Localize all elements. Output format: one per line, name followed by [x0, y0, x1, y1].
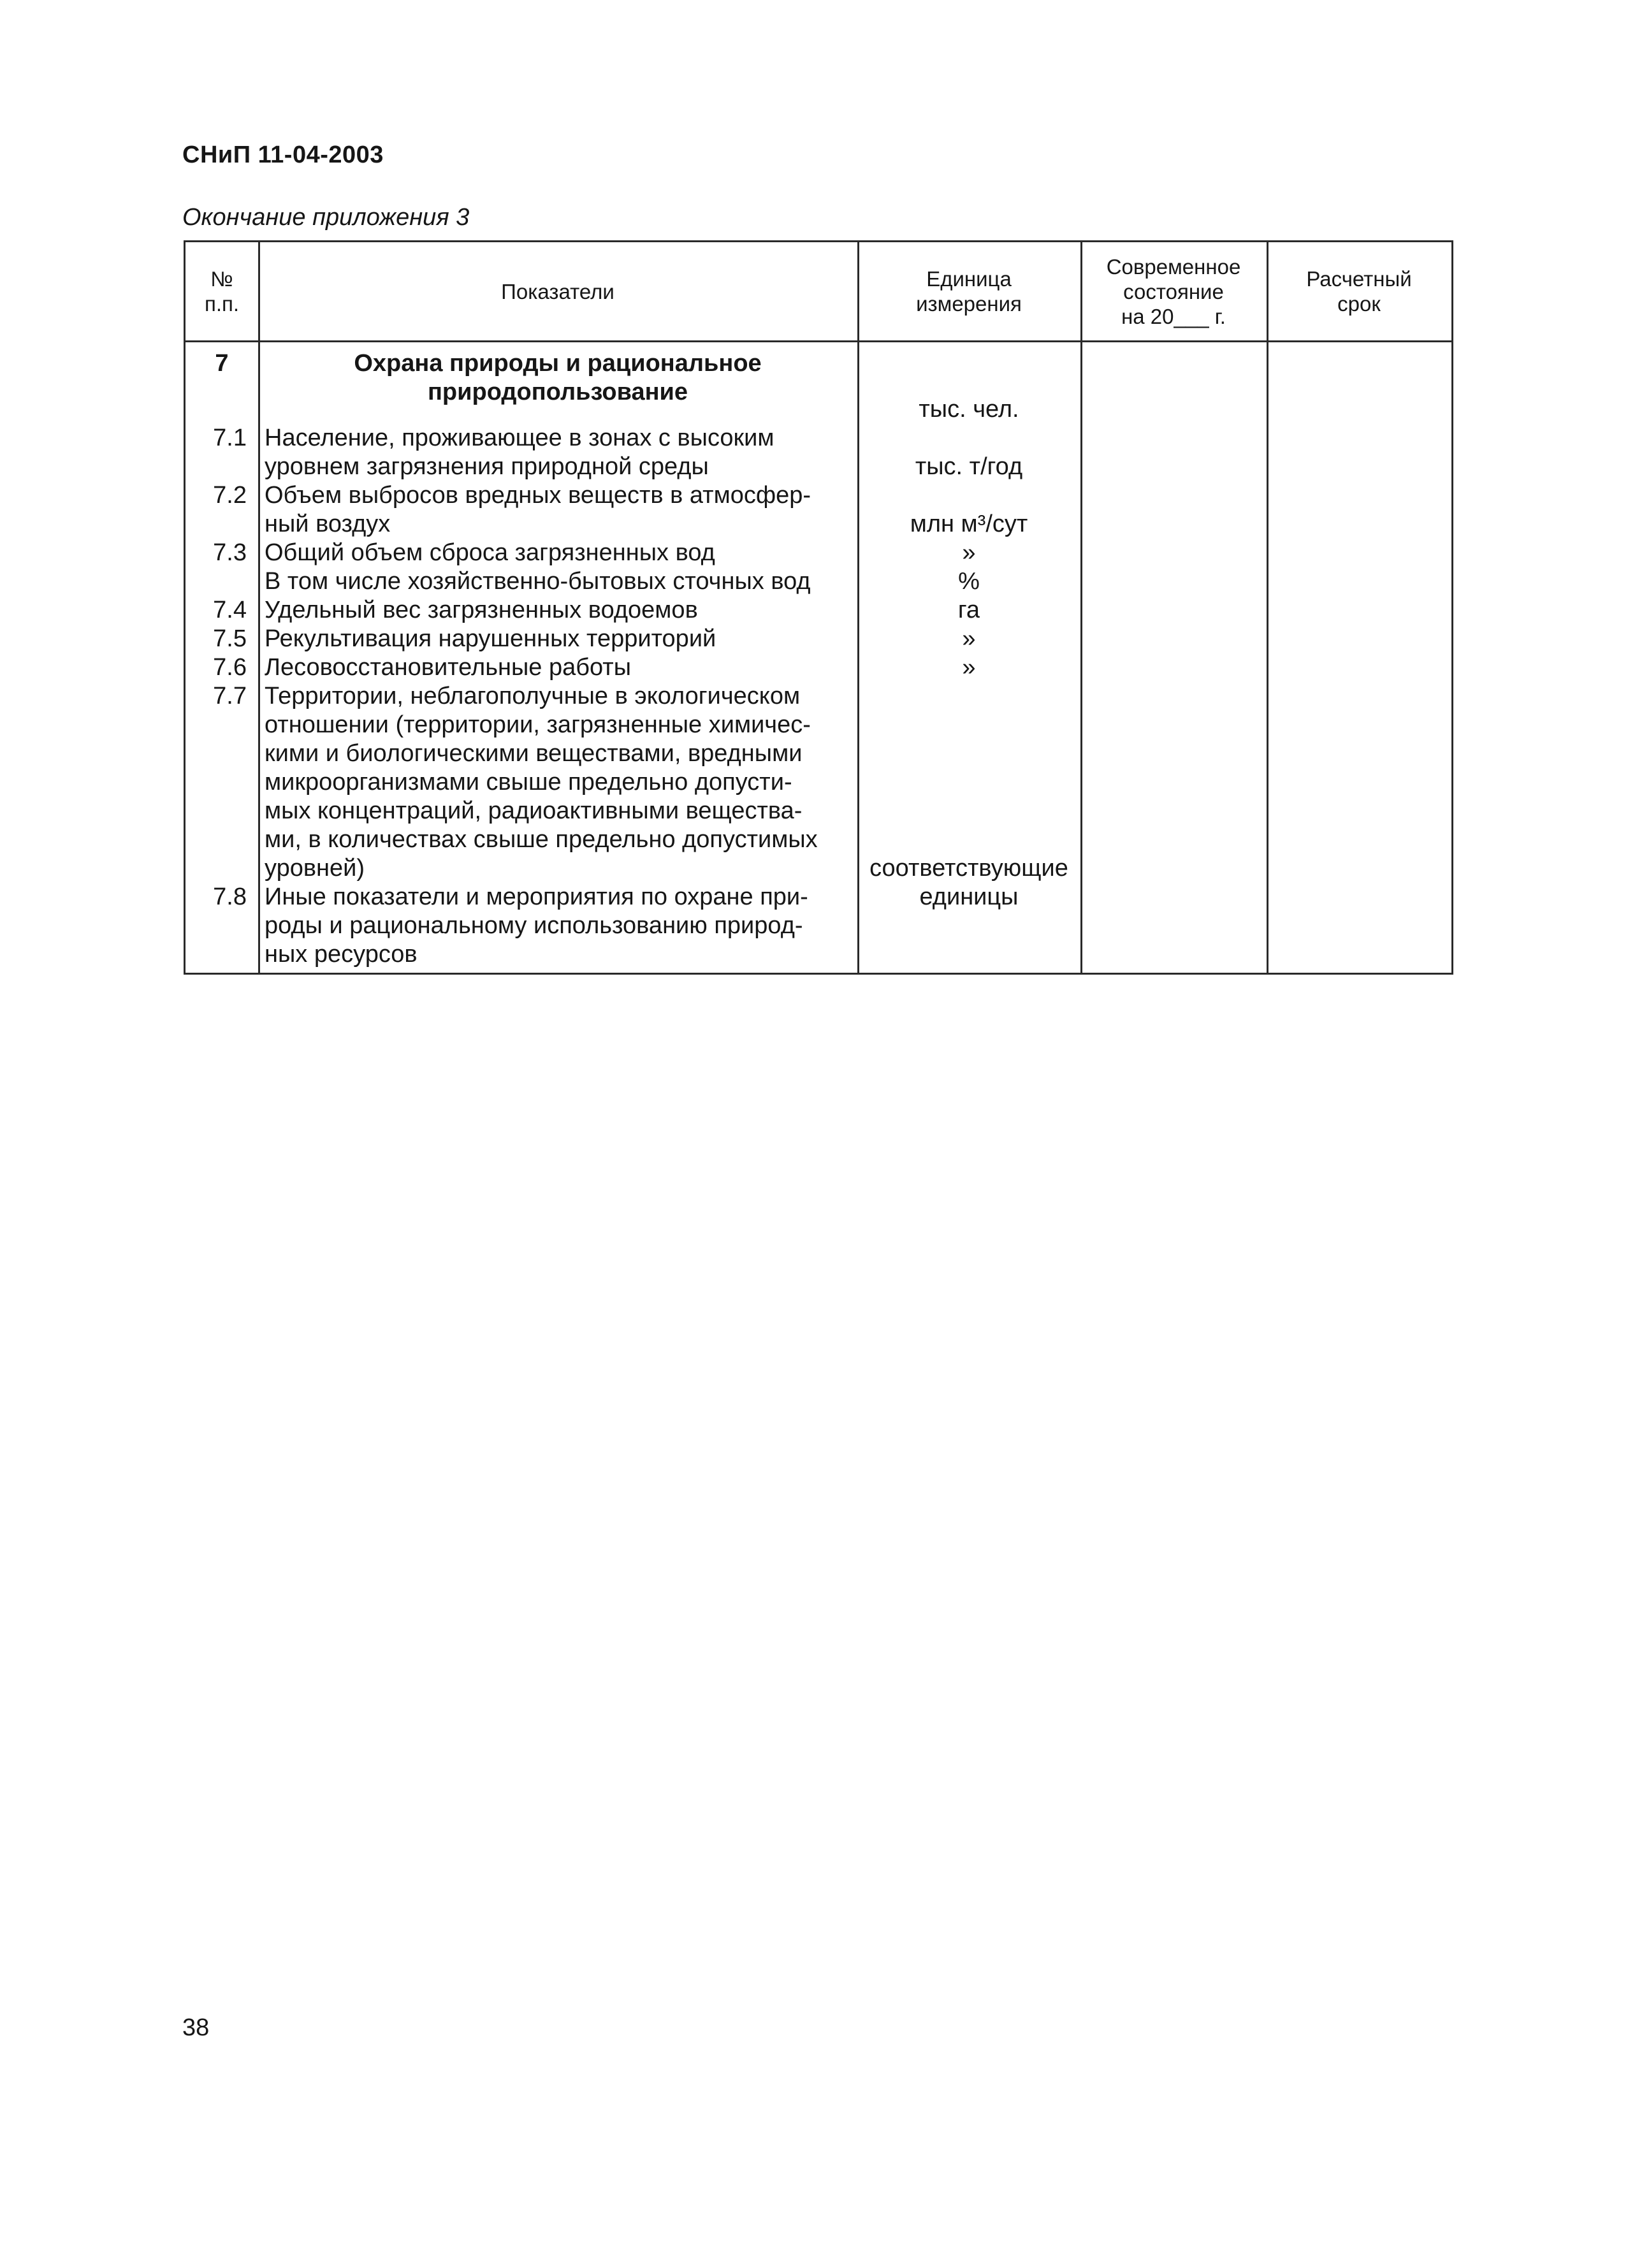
indicator-line: роды и рациональному использованию природ-: [265, 912, 803, 939]
header-unit-label: Единица измерения: [916, 267, 1022, 316]
header-current-state: [1080, 242, 1267, 340]
row-number: 7.6: [213, 654, 247, 681]
column-divider: [1080, 242, 1082, 973]
indicator-line: Объем выбросов вредных веществ в атмосфер-: [265, 482, 811, 509]
indicator-line: Рекультивация нарушенных территорий: [265, 625, 716, 652]
header-target: [1267, 242, 1451, 340]
document-code: СНиП 11-04-2003: [182, 142, 384, 168]
indicators-table: [184, 240, 1453, 975]
header-unit: [857, 242, 1080, 340]
section-number: 7: [215, 350, 229, 377]
header-number: [185, 242, 258, 340]
indicator-line: отношении (территории, загрязненные химичес-: [265, 711, 811, 738]
indicator-line: Иные показатели и мероприятия по охране при-: [265, 883, 808, 910]
indicator-line: уровнем загрязнения природной среды: [265, 453, 709, 480]
unit-cell: »: [962, 654, 976, 681]
unit-cell: млн м³/сут: [910, 511, 1028, 537]
header-indicators: [258, 242, 857, 340]
header-target-label: Расчетный срок: [1306, 267, 1412, 316]
row-number: 7.1: [213, 425, 247, 451]
indicator-line: В том числе хозяйственно-бытовых сточных вод: [265, 568, 811, 595]
header-divider: [185, 340, 1451, 342]
section-title-line-1: Охрана природы и рациональное: [354, 350, 762, 377]
row-number: 7.3: [213, 539, 247, 566]
row-number: 7.4: [213, 597, 247, 623]
indicator-line: мых концентраций, радиоактивными вещества-: [265, 797, 803, 824]
indicator-line: уровней): [265, 855, 365, 882]
indicator-line: микроорганизмами свыше предельно допусти-: [265, 769, 792, 796]
unit-cell: соответствующие: [869, 855, 1068, 882]
indicator-line: ми, в количествах свыше предельно допустимых: [265, 826, 818, 853]
indicator-line: Удельный вес загрязненных водоемов: [265, 597, 698, 623]
indicator-line: Территории, неблагополучные в экологическом: [265, 683, 801, 709]
unit-cell: га: [957, 597, 980, 623]
column-divider: [1267, 242, 1268, 973]
indicator-line: кими и биологическими веществами, вредными: [265, 740, 803, 767]
unit-cell: единицы: [919, 883, 1019, 910]
section-title-line-2: природопользование: [427, 379, 688, 405]
appendix-note: Окончание приложения 3: [182, 204, 470, 231]
row-number: 7.7: [213, 683, 247, 709]
indicator-line: ный воздух: [265, 511, 391, 537]
indicator-line: Население, проживающее в зонах с высоким: [265, 425, 774, 451]
row-number: 7.8: [213, 883, 247, 910]
indicator-line: Общий объем сброса загрязненных вод: [265, 539, 715, 566]
unit-cell: %: [958, 568, 980, 595]
indicator-line: Лесовосстановительные работы: [265, 654, 632, 681]
row-number: 7.5: [213, 625, 247, 652]
header-number-label: № п.п.: [204, 267, 240, 316]
indicator-line: ных ресурсов: [265, 941, 418, 968]
unit-cell: »: [962, 539, 976, 566]
row-number: 7.2: [213, 482, 247, 509]
unit-cell: тыс. чел.: [919, 396, 1019, 423]
header-indicators-label: Показатели: [501, 279, 614, 303]
header-current-state-label: Современное состояние на 20___ г.: [1106, 254, 1241, 328]
page-number: 38: [182, 2014, 210, 2041]
unit-cell: »: [962, 625, 976, 652]
unit-cell: тыс. т/год: [915, 453, 1023, 480]
